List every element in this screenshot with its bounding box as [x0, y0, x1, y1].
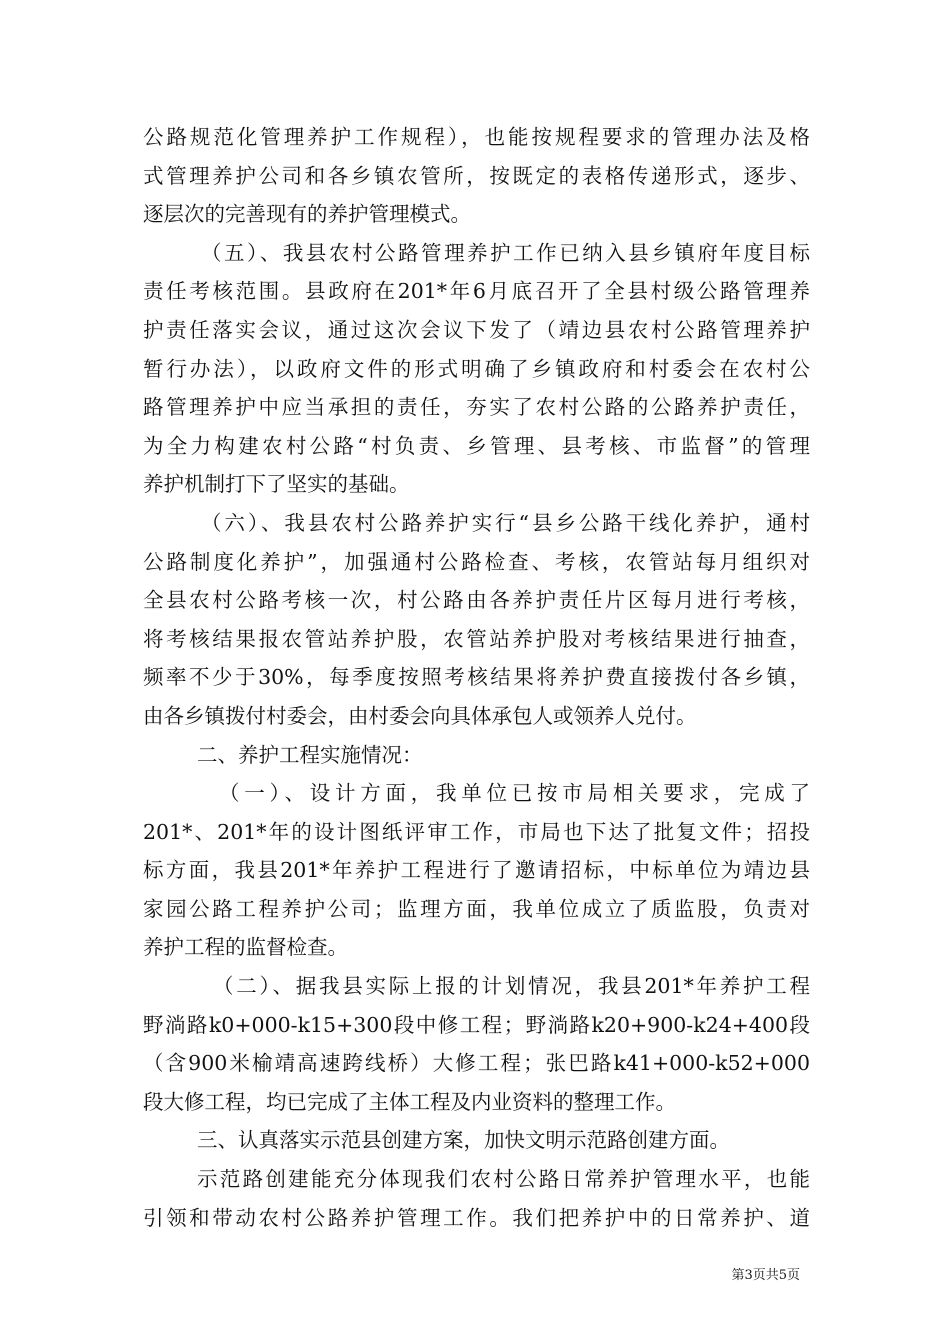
text-line: 公路制度化养护”，加强通村公路检查、考核，农管站每月组织对 [143, 549, 810, 574]
text-line: 养护机制打下了坚实的基础。 [143, 472, 410, 497]
text-line: 责任考核范围。县政府在201*年6月底召开了全县村级公路管理养 [143, 279, 810, 304]
text-line: 公路规范化管理养护工作规程），也能按规程要求的管理办法及格 [143, 125, 810, 149]
text-line: 养护工程的监督检查。 [143, 935, 348, 960]
text-line: 201*、201*年的设计图纸评审工作，市局也下达了批复文件；招投 [143, 819, 810, 844]
text-line: 暂行办法），以政府文件的形式明确了乡镇政府和村委会在农村公 [143, 356, 810, 381]
text-line: （含900米榆靖高速跨线桥）大修工程；张巴路k41+000-k52+000 [143, 1051, 810, 1076]
text-line: 由各乡镇拨付村委会，由村委会向具体承包人或领养人兑付。 [143, 703, 697, 728]
document-body [143, 118, 810, 1237]
text-line: 频率不少于30%，每季度按照考核结果将养护费直接拨付各乡镇， [143, 665, 810, 690]
text-line: 逐层次的完善现有的养护管理模式。 [143, 202, 471, 227]
section-heading: 三、认真落实示范县创建方案，加快文明示范路创建方面。 [197, 1128, 730, 1153]
text-line: 为全力构建农村公路“村负责、乡管理、县考核、市监督”的管理 [143, 433, 810, 458]
text-line: 野淌路k0+000-k15+300段中修工程；野淌路k20+900-k24+400段 [143, 1012, 810, 1037]
text-line: 家园公路工程养护公司；监理方面，我单位成立了质监股，负责对 [143, 896, 810, 921]
text-line: 全县农村公路考核一次，村公路由各养护责任片区每月进行考核， [143, 588, 810, 613]
paragraph-start-line: （一）、设计方面，我单位已按市局相关要求，完成了 [219, 781, 810, 806]
page-number-footer: 第3页共5页 [731, 1268, 800, 1283]
paragraph-start-line: 示范路创建能充分体现我们农村公路日常养护管理水平，也能 [197, 1167, 810, 1192]
paragraph-start-line: （五）、我县农村公路管理养护工作已纳入县乡镇府年度目标 [201, 240, 810, 265]
text-line: 引领和带动农村公路养护管理工作。我们把养护中的日常养护、道 [143, 1205, 810, 1230]
text-line: 段大修工程，均已完成了主体工程及内业资料的整理工作。 [143, 1089, 676, 1114]
paragraph-start-line: （六）、我县农村公路养护实行“县乡公路干线化养护，通村 [201, 510, 810, 535]
text-line: 式管理养护公司和各乡镇农管所，按既定的表格传递形式，逐步、 [143, 163, 810, 188]
text-line: 护责任落实会议，通过这次会议下发了（靖边县农村公路管理养护 [143, 317, 810, 342]
paragraph-start-line: （二）、据我县实际上报的计划情况，我县201*年养护工程 [213, 974, 810, 999]
text-line: 将考核结果报农管站养护股，农管站养护股对考核结果进行抽查， [143, 626, 810, 651]
text-line: 路管理养护中应当承担的责任，夯实了农村公路的公路养护责任， [143, 395, 810, 420]
section-heading: 二、养护工程实施情况： [197, 742, 423, 767]
text-line: 标方面，我县201*年养护工程进行了邀请招标，中标单位为靖边县 [143, 858, 810, 883]
